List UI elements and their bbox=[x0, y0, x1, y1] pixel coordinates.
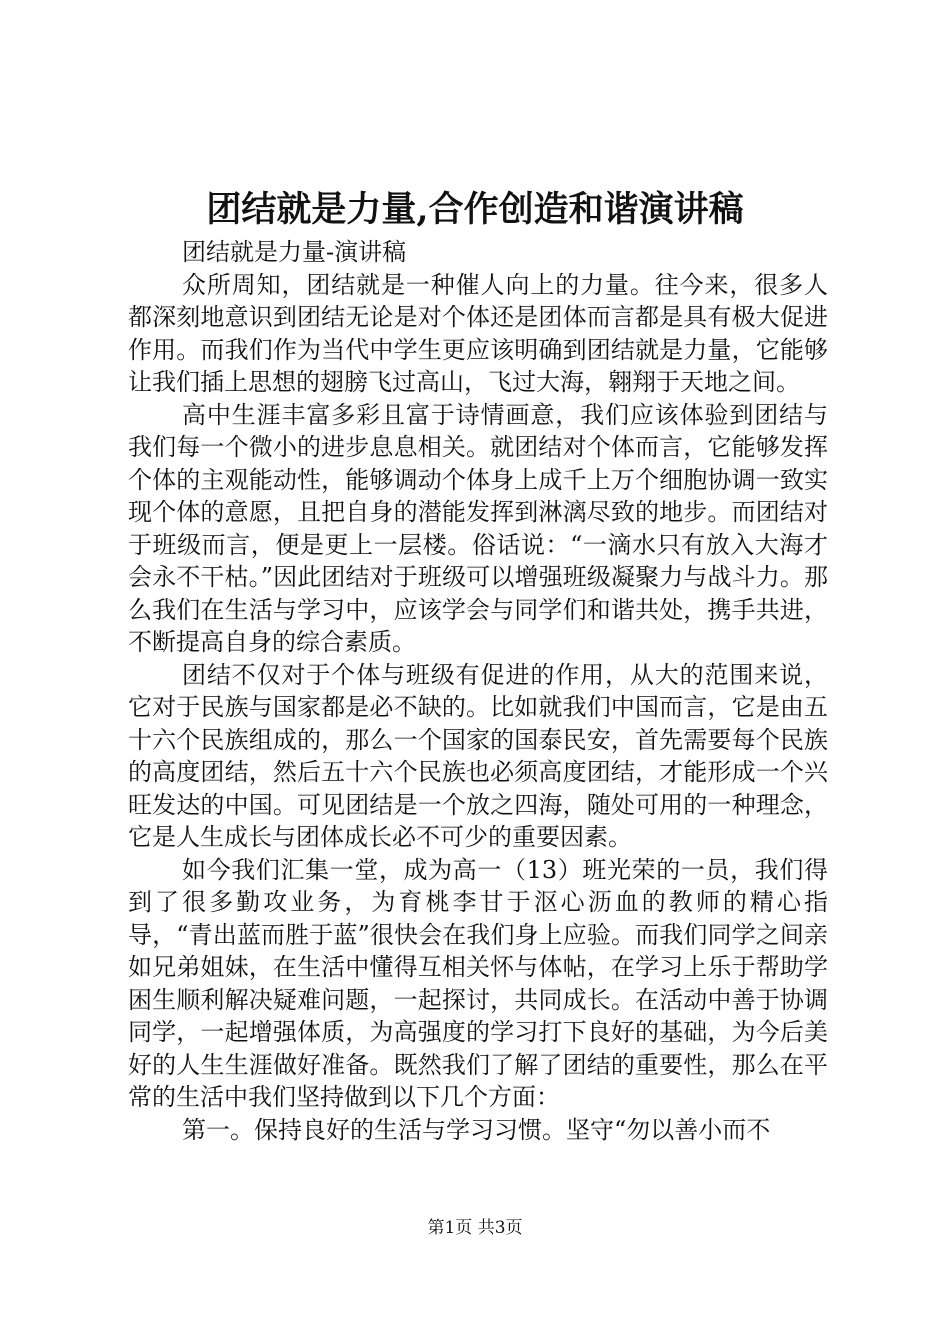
paragraph-5: 第一。保持良好的生活与学习习惯。坚守“勿以善小而不 bbox=[182, 1115, 771, 1144]
page-number-footer: 第1页 共3页 bbox=[427, 1218, 523, 1238]
document-subtitle: 团结就是力量-演讲稿 bbox=[182, 238, 407, 266]
paragraph-4: 如今我们汇集一堂，成为高一（13）班光荣的一员，我们得到了很多勤攻业务，为育桃李甘于沤心沥血的教师的精心指导，“青出蓝而胜于蓝”很快会在我们身上应验。而我们同学之间亲如兄弟姐妹，在生活中懂得互相关怀与体帖，在学习上乐于帮助学困生顺利解决疑难问题，一起探讨，共同成长。在活动中善于协调同学，一起增强体质，为高强度的学习打下良好的基础，为今后美好的人生生涯做好准备。既然我们了解了团结的重要性，那么在平常的生活中我们坚持做到以下几个方面： bbox=[128, 855, 828, 1111]
paragraph-2: 高中生涯丰富多彩且富于诗情画意，我们应该体验到团结与我们每一个微小的进步息息相关。就团结对个体而言，它能够发挥个体的主观能动性，能够调动个体身上成千上万个细胞协调一致实现个体的意愿，且把自身的潜能发挥到淋漓尽致的地步。而团结对于班级而言，便是更上一层楼。俗话说：“一滴水只有放入大海才会永不干枯。”因此团结对于班级可以增强班级凝聚力与战斗力。那么我们在生活与学习中，应该学会与同学们和谐共处，携手共进，不断提高自身的综合素质。 bbox=[128, 400, 828, 656]
document-body bbox=[128, 236, 828, 1146]
paragraph-1: 众所周知，团结就是一种催人向上的力量。往今来，很多人都深刻地意识到团结无论是对个体还是团体而言都是具有极大促进作用。而我们作为当代中学生更应该明确到团结就是力量，它能够让我们插上思想的翅膀飞过高山，飞过大海，翱翔于天地之间。 bbox=[128, 270, 828, 396]
document-title: 团结就是力量,合作创造和谐演讲稿 bbox=[206, 189, 744, 230]
paragraph-3: 团结不仅对于个体与班级有促进的作用，从大的范围来说，它对于民族与国家都是必不缺的。比如就我们中国而言，它是由五十六个民族组成的，那么一个国家的国泰民安，首先需要每个民族的高度团结，然后五十六个民族也必须高度团结，才能形成一个兴旺发达的中国。可见团结是一个放之四海，随处可用的一种理念，它是人生成长与团体成长必不可少的重要因素。 bbox=[128, 660, 828, 851]
